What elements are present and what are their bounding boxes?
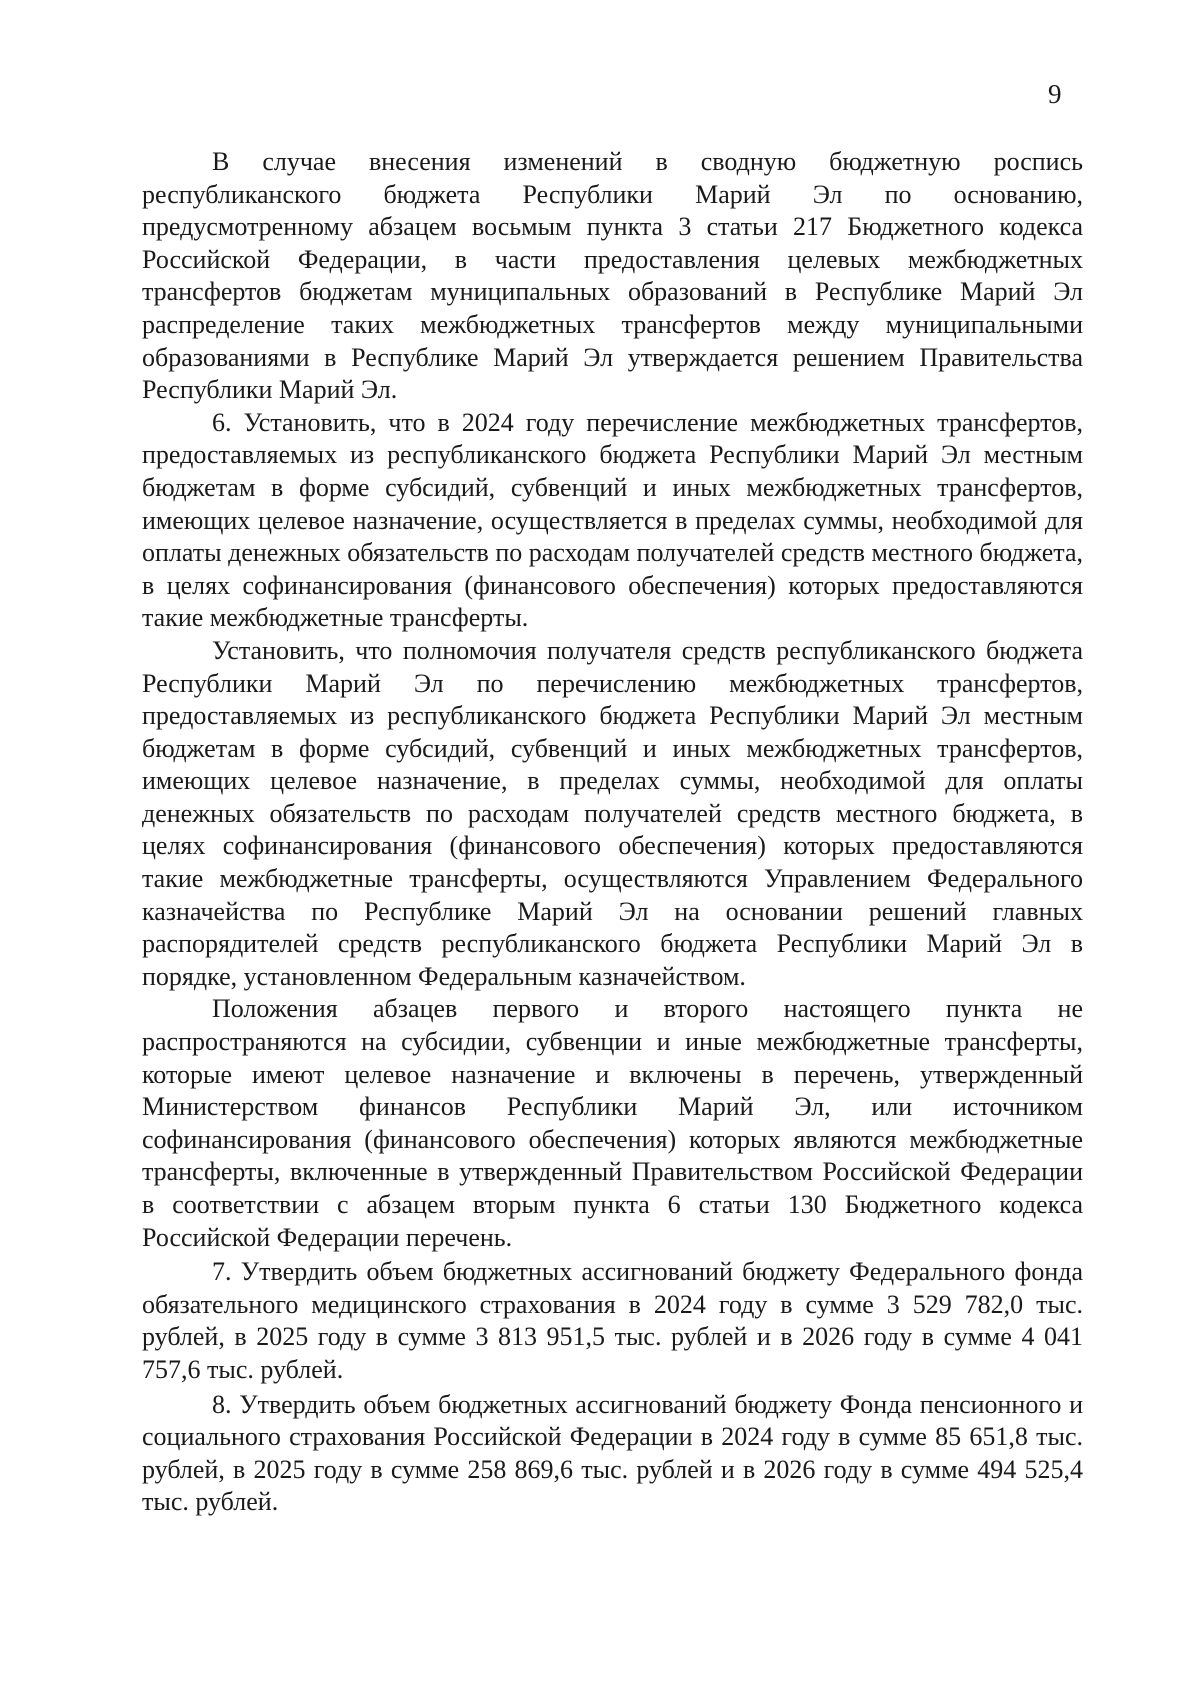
paragraph-treasury-powers: Установить, что полномочия получателя средств республиканского бюджета Республики Марий Эл по перечислению межбюджетных трансфертов, предоставляемых из республиканского бюджета Республики Марий Эл местным бюджетам в форме субсидий, субвенций и иных межбюджетных трансфертов, имеющих целевое назначение, в пределах суммы, необходимой для оплаты денежных обязательств по расходам получателей средств местного бюджета, в целях софинансирования (финансового обеспечения) которых предоставляются такие межбюджетные трансферты, осуществляются Управлением Федерального казначейства по Республике Марий Эл на основании решений главных распорядителей средств республиканского бюджета Республики Марий Эл в порядке, установленном Федеральным казначейством. <box>142 635 1083 991</box>
paragraph-exceptions: Положения абзацев первого и второго настоящего пункта не распространяются на субсидии, субвенции и иные межбюджетные трансферты, которые имеют целевое назначение и включены в перечень, утвержденный Министерством финансов Республики Марий Эл, или источником софинансирования (финансового обеспечения) которых являются межбюджетные трансферты, включенные в утвержденный Правительством Российской Федерации в соответствии с абзацем вторым пункта 6 статьи 130 Бюджетного кодекса Российской Федерации перечень. <box>142 994 1083 1252</box>
paragraph-item-7: 7. Утвердить объем бюджетных ассигнований бюджету Федерального фонда обязательного медицинского страхования в 2024 году в сумме 3 529 782,0 тыс. рублей, в 2025 году в сумме 3 813 951,5 тыс. рублей и в 2026 году в сумме 4 041 757,6 тыс. рублей. <box>142 1257 1083 1384</box>
document-body <box>142 146 1083 1519</box>
paragraph-item-8: 8. Утвердить объем бюджетных ассигнований бюджету Фонда пенсионного и социального страхования Российской Федерации в 2024 году в сумме 85 651,8 тыс. рублей, в 2025 году в сумме 258 869,6 тыс. рублей и в 2026 году в сумме 494 525,4 тыс. рублей. <box>142 1389 1083 1517</box>
page-number: 9 <box>1048 79 1062 109</box>
paragraph-budget-changes: В случае внесения изменений в сводную бюджетную роспись республиканского бюджета Республики Марий Эл по основанию, предусмотренному абзацем восьмым пункта 3 статьи 217 Бюджетного кодекса Российской Федерации, в части предоставления целевых межбюджетных трансфертов бюджетам муниципальных образований в Республике Марий Эл распределение таких межбюджетных трансфертов между муниципальными образованиями в Республике Марий Эл утверждается решением Правительства Республики Марий Эл. <box>142 147 1083 405</box>
paragraph-item-6: 6. Установить, что в 2024 году перечисление межбюджетных трансфертов, предоставляемых из республиканского бюджета Республики Марий Эл местным бюджетам в форме субсидий, субвенций и иных межбюджетных трансфертов, имеющих целевое назначение, осуществляется в пределах суммы, необходимой для оплаты денежных обязательств по расходам получателей средств местного бюджета, в целях софинансирования (финансового обеспечения) которых предоставляются такие межбюджетные трансферты. <box>142 407 1083 633</box>
